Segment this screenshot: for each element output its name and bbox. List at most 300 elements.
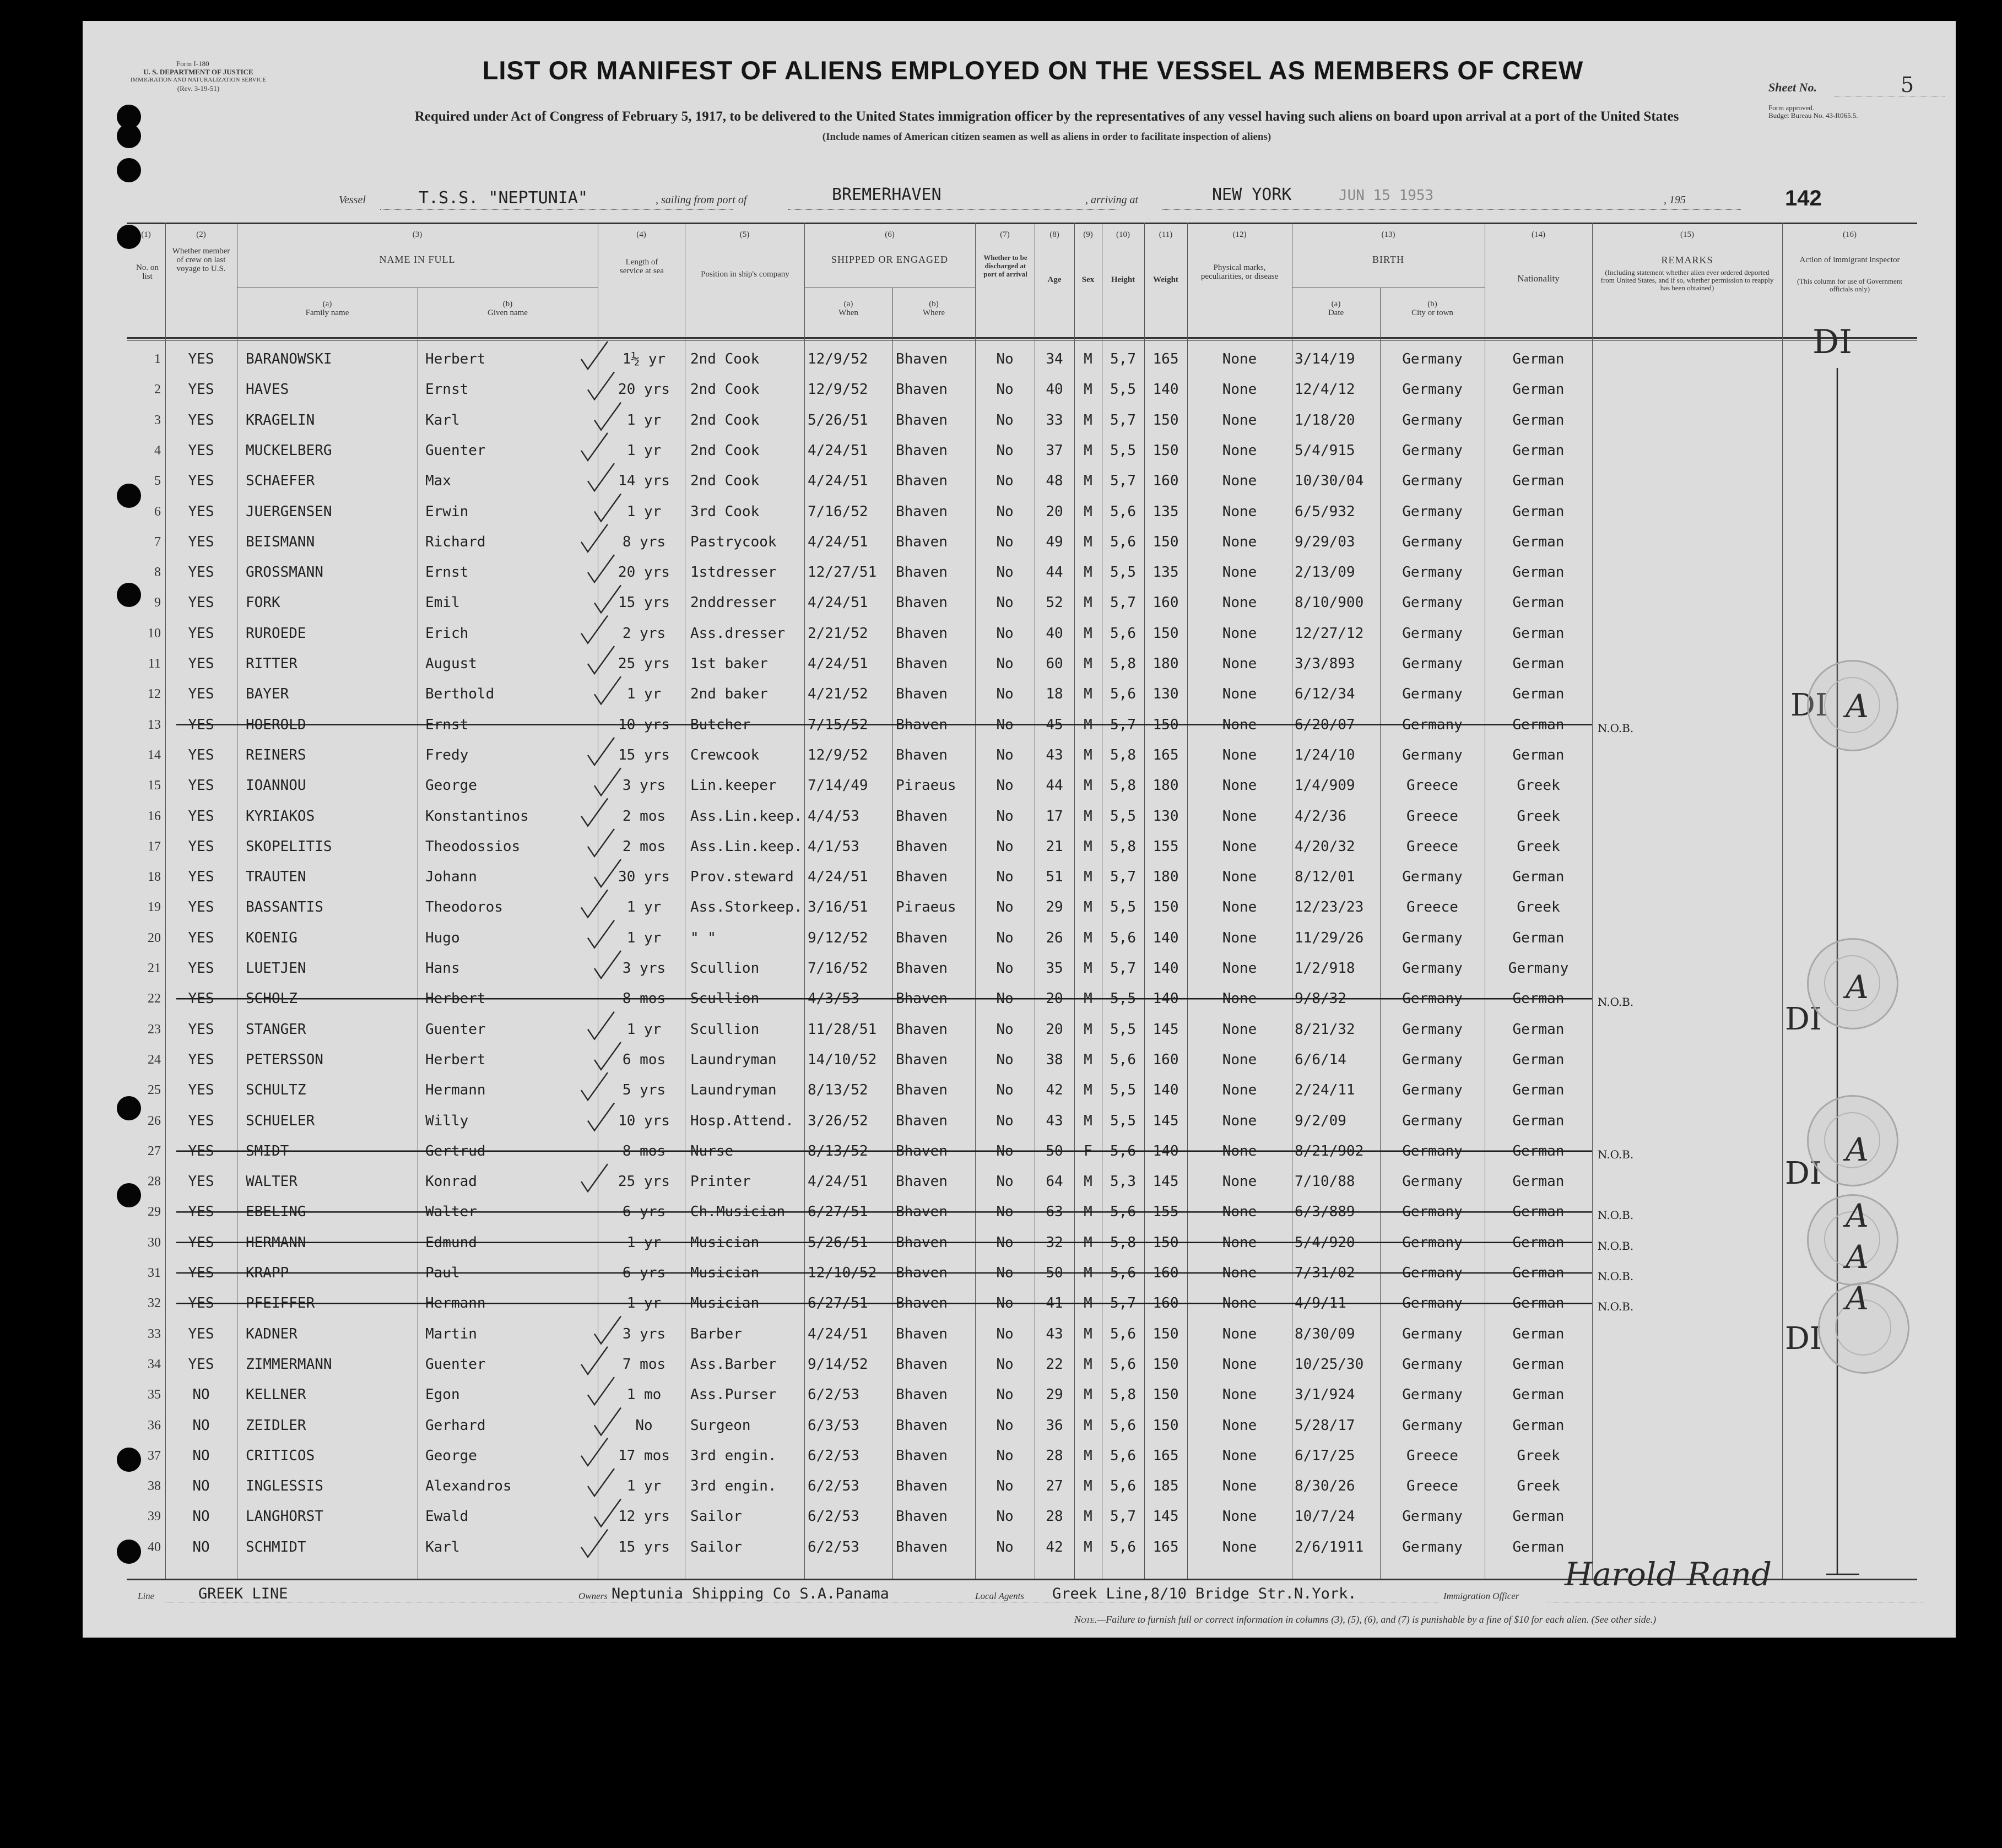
- family-name: KYRIAKOS: [246, 808, 315, 825]
- col-3-number: (3): [412, 230, 423, 239]
- given-name: Hugo: [425, 929, 460, 946]
- height: 5,7: [1110, 869, 1136, 886]
- physical-marks: None: [1222, 442, 1257, 459]
- row-number: 17: [148, 839, 161, 854]
- weight: 150: [1152, 625, 1179, 642]
- nationality: German: [1512, 1051, 1565, 1068]
- sex: M: [1084, 960, 1092, 977]
- nationality: German: [1512, 625, 1565, 642]
- shipped-where: Bhaven: [896, 1417, 948, 1434]
- given-name: Paul: [425, 1265, 460, 1281]
- col-height-header: Height: [1111, 275, 1135, 284]
- birth-date: 12/4/12: [1295, 381, 1355, 398]
- discharged: No: [996, 1204, 1014, 1221]
- col-2-number: (2): [196, 230, 206, 239]
- family-name: REINERS: [246, 746, 306, 763]
- shipped-when: 4/4/53: [808, 808, 859, 825]
- check-mark: [594, 676, 621, 704]
- nationality: German: [1512, 1173, 1565, 1190]
- family-name: ZIMMERMANN: [246, 1356, 332, 1373]
- length-of-service: 1 yr: [626, 1234, 662, 1251]
- discharged: No: [996, 594, 1014, 611]
- position: Sailor: [690, 1508, 742, 1525]
- weight: 155: [1152, 838, 1179, 855]
- arrival-port: NEW YORK: [1212, 185, 1292, 204]
- given-name: Erich: [425, 625, 469, 642]
- col-given-name-header: (b) Given name: [488, 300, 528, 317]
- shipped-when: 7/16/52: [808, 960, 868, 977]
- col-remarks-note: (Including statement whether alien ever ordered deported from United States, and if so, whether permission to reapply has been obtained): [1600, 268, 1774, 292]
- height: 5,5: [1110, 899, 1136, 916]
- col-when-header: (a) When: [838, 300, 858, 317]
- age: 50: [1046, 1265, 1063, 1281]
- birth-city: Germany: [1402, 929, 1463, 946]
- page-number: 142: [1785, 186, 1822, 210]
- nationality: German: [1512, 594, 1565, 611]
- check-mark: [588, 1377, 614, 1405]
- shipped-when: 7/14/49: [808, 777, 868, 794]
- height: 5,6: [1110, 929, 1136, 946]
- physical-marks: None: [1222, 1112, 1257, 1129]
- physical-marks: None: [1222, 411, 1257, 429]
- col-nationality-header: Nationality: [1517, 273, 1560, 284]
- col-physical-marks-header: Physical marks, peculiarities, or disease: [1200, 263, 1279, 281]
- position: 3rd Cook: [690, 503, 760, 520]
- check-mark: [581, 1164, 608, 1191]
- col-16-number: (16): [1843, 230, 1857, 239]
- physical-marks: None: [1222, 1021, 1257, 1038]
- shipped-when: 6/2/53: [808, 1447, 859, 1464]
- discharged: No: [996, 1021, 1014, 1038]
- sex: M: [1084, 655, 1092, 672]
- length-of-service: 1 yr: [626, 503, 662, 520]
- check-mark: [588, 1468, 614, 1496]
- birth-city: Germany: [1402, 869, 1463, 886]
- length-of-service: 1 yr: [626, 899, 662, 916]
- physical-marks: None: [1222, 686, 1257, 703]
- height: 5,8: [1110, 777, 1136, 794]
- row-number: 33: [148, 1326, 161, 1341]
- nationality: German: [1512, 351, 1565, 367]
- height: 5,7: [1110, 594, 1136, 611]
- given-name: Guenter: [425, 442, 486, 459]
- given-name: Egon: [425, 1386, 460, 1403]
- height: 5,7: [1110, 960, 1136, 977]
- shipped-when: 4/1/53: [808, 838, 859, 855]
- sex: F: [1084, 1142, 1092, 1159]
- given-name: Hermann: [425, 1295, 486, 1312]
- length-of-service: 30 yrs: [618, 869, 670, 886]
- given-name: Willy: [425, 1112, 469, 1129]
- height: 5,6: [1110, 1478, 1136, 1495]
- birth-city: Germany: [1402, 1538, 1463, 1556]
- punch-hole: [117, 583, 141, 607]
- check-mark: [581, 1347, 608, 1374]
- last-voyage: YES: [188, 716, 214, 733]
- birth-city: Germany: [1402, 564, 1463, 581]
- last-voyage: YES: [188, 1325, 214, 1342]
- length-of-service: 6 mos: [622, 1051, 666, 1068]
- shipped-when: 2/21/52: [808, 625, 868, 642]
- sex: M: [1084, 1082, 1092, 1099]
- col-name-header: NAME IN FULL: [379, 254, 456, 265]
- discharged: No: [996, 1082, 1014, 1099]
- family-name: HERMANN: [246, 1234, 306, 1251]
- position: Sailor: [690, 1538, 742, 1556]
- check-mark: [588, 829, 614, 857]
- row-number: 36: [148, 1418, 161, 1433]
- check-mark: [594, 585, 621, 613]
- sex: M: [1084, 1508, 1092, 1525]
- physical-marks: None: [1222, 777, 1257, 794]
- row-number: 5: [154, 474, 161, 489]
- position: 2nd baker: [690, 686, 768, 703]
- last-voyage: YES: [188, 411, 214, 429]
- birth-date: 9/29/03: [1295, 533, 1355, 550]
- given-name: Berthold: [425, 686, 495, 703]
- height: 5,6: [1110, 1325, 1136, 1342]
- last-voyage: YES: [188, 1173, 214, 1190]
- position: 2nd Cook: [690, 351, 760, 367]
- weight: 160: [1152, 1051, 1179, 1068]
- inspector-mark-di-3: DI: [1785, 1001, 1822, 1037]
- local-agents: Greek Line,8/10 Bridge Str.N.York.: [1052, 1585, 1357, 1602]
- discharged: No: [996, 625, 1014, 642]
- given-name: August: [425, 655, 477, 672]
- inspector-mark-a-6: A: [1846, 1280, 1869, 1317]
- weight: 150: [1152, 1234, 1179, 1251]
- length-of-service: 10 yrs: [618, 1112, 670, 1129]
- given-name: Ernst: [425, 716, 469, 733]
- nationality: Greek: [1517, 1447, 1560, 1464]
- sex: M: [1084, 746, 1092, 763]
- length-of-service: 10 yrs: [618, 716, 670, 733]
- position: Scullion: [690, 1021, 760, 1038]
- age: 50: [1046, 1142, 1063, 1159]
- length-of-service: 25 yrs: [618, 655, 670, 672]
- shipped-where: Bhaven: [896, 990, 948, 1007]
- given-name: Karl: [425, 411, 460, 429]
- birth-city: Germany: [1402, 655, 1463, 672]
- col-1-number: (1): [141, 230, 151, 239]
- shipped-when: 5/26/51: [808, 411, 868, 429]
- family-name: WALTER: [246, 1173, 297, 1190]
- family-name: RITTER: [246, 655, 297, 672]
- weight: 150: [1152, 1356, 1179, 1373]
- row-number: 1: [154, 352, 161, 366]
- sex: M: [1084, 1386, 1092, 1403]
- discharged: No: [996, 899, 1014, 916]
- shipped-where: Bhaven: [896, 473, 948, 490]
- birth-city: Germany: [1402, 411, 1463, 429]
- shipped-when: 6/2/53: [808, 1386, 859, 1403]
- shipped-when: 6/2/53: [808, 1538, 859, 1556]
- nationality: German: [1512, 1295, 1565, 1312]
- nationality: German: [1512, 411, 1565, 429]
- row-number: 37: [148, 1448, 161, 1463]
- nationality: Greek: [1517, 838, 1560, 855]
- last-voyage: NO: [192, 1447, 210, 1464]
- length-of-service: 7 mos: [622, 1356, 666, 1373]
- birth-date: 2/24/11: [1295, 1082, 1355, 1099]
- last-voyage: YES: [188, 1142, 214, 1159]
- birth-city: Germany: [1402, 473, 1463, 490]
- sheet-label: Sheet No.: [1768, 80, 1817, 94]
- family-name: BAYER: [246, 686, 289, 703]
- age: 28: [1046, 1508, 1063, 1525]
- position: " ": [690, 929, 716, 946]
- family-name: JUERGENSEN: [246, 503, 332, 520]
- row-number: 38: [148, 1479, 161, 1494]
- shipped-when: 4/24/51: [808, 442, 868, 459]
- shipped-when: 4/24/51: [808, 869, 868, 886]
- length-of-service: 1 yr: [626, 1478, 662, 1495]
- last-voyage: YES: [188, 929, 214, 946]
- discharged: No: [996, 960, 1014, 977]
- age: 27: [1046, 1478, 1063, 1495]
- row-number: 18: [148, 870, 161, 885]
- birth-date: 5/4/915: [1295, 442, 1355, 459]
- shipped-where: Bhaven: [896, 351, 948, 367]
- height: 5,6: [1110, 686, 1136, 703]
- check-mark: [581, 342, 608, 369]
- last-voyage: YES: [188, 1051, 214, 1068]
- weight: 140: [1152, 960, 1179, 977]
- sex: M: [1084, 1265, 1092, 1281]
- discharged: No: [996, 838, 1014, 855]
- given-name: Erwin: [425, 503, 469, 520]
- col-birth-date-header: (a) Date: [1328, 300, 1344, 317]
- shipped-where: Bhaven: [896, 503, 948, 520]
- nationality: Germany: [1508, 960, 1569, 977]
- birth-date: 9/8/32: [1295, 990, 1346, 1007]
- birth-city: Greece: [1406, 838, 1458, 855]
- birth-date: 6/5/932: [1295, 503, 1355, 520]
- birth-city: Germany: [1402, 1051, 1463, 1068]
- physical-marks: None: [1222, 808, 1257, 825]
- nationality: German: [1512, 1204, 1565, 1221]
- check-mark: [594, 1316, 621, 1344]
- given-name: Ewald: [425, 1508, 469, 1525]
- birth-date: 6/6/14: [1295, 1051, 1346, 1068]
- weight: 165: [1152, 1538, 1179, 1556]
- length-of-service: 8 mos: [622, 1142, 666, 1159]
- height: 5,8: [1110, 746, 1136, 763]
- last-voyage: YES: [188, 1356, 214, 1373]
- given-name: Max: [425, 473, 451, 490]
- nationality: German: [1512, 1417, 1565, 1434]
- weight: 180: [1152, 869, 1179, 886]
- physical-marks: None: [1222, 1417, 1257, 1434]
- birth-date: 1/2/918: [1295, 960, 1355, 977]
- age: 43: [1046, 1112, 1063, 1129]
- given-name: Johann: [425, 869, 477, 886]
- last-voyage: YES: [188, 564, 214, 581]
- physical-marks: None: [1222, 1447, 1257, 1464]
- weight: 150: [1152, 442, 1179, 459]
- physical-marks: None: [1222, 1356, 1257, 1373]
- last-voyage: YES: [188, 808, 214, 825]
- shipped-where: Bhaven: [896, 594, 948, 611]
- row-number: 34: [148, 1357, 161, 1372]
- physical-marks: None: [1222, 990, 1257, 1007]
- shipped-where: Piraeus: [896, 777, 956, 794]
- weight: 160: [1152, 594, 1179, 611]
- sex: M: [1084, 1295, 1092, 1312]
- sex: M: [1084, 1173, 1092, 1190]
- length-of-service: 1 yr: [626, 929, 662, 946]
- physical-marks: None: [1222, 1538, 1257, 1556]
- check-mark: [594, 1499, 621, 1526]
- physical-marks: None: [1222, 746, 1257, 763]
- height: 5,6: [1110, 503, 1136, 520]
- given-name: Walter: [425, 1204, 477, 1221]
- sex: M: [1084, 777, 1092, 794]
- given-name: Martin: [425, 1325, 477, 1342]
- age: 38: [1046, 1051, 1063, 1068]
- height: 5,7: [1110, 473, 1136, 490]
- position: Musician: [690, 1234, 760, 1251]
- physical-marks: None: [1222, 1234, 1257, 1251]
- birth-date: 6/17/25: [1295, 1447, 1355, 1464]
- position: Musician: [690, 1265, 760, 1281]
- length-of-service: 15 yrs: [618, 594, 670, 611]
- birth-city: Germany: [1402, 1325, 1463, 1342]
- position: Pastrycook: [690, 533, 777, 550]
- family-name: KRAGELIN: [246, 411, 315, 429]
- height: 5,6: [1110, 1417, 1136, 1434]
- inspector-mark-a-4: A: [1846, 1197, 1869, 1234]
- footer-note: [1074, 1614, 1945, 1625]
- sex: M: [1084, 411, 1092, 429]
- col-position-header: Position in ship's company: [701, 270, 789, 279]
- nationality: German: [1512, 716, 1565, 733]
- birth-city: Germany: [1402, 716, 1463, 733]
- physical-marks: None: [1222, 1204, 1257, 1221]
- shipped-where: Bhaven: [896, 1295, 948, 1312]
- family-name: STANGER: [246, 1021, 306, 1038]
- discharged: No: [996, 1447, 1014, 1464]
- nationality: German: [1512, 442, 1565, 459]
- family-name: KOENIG: [246, 929, 297, 946]
- form-service: IMMIGRATION AND NATURALIZATION SERVICE: [130, 77, 267, 83]
- shipped-when: 4/24/51: [808, 473, 868, 490]
- height: 5,6: [1110, 1356, 1136, 1373]
- remarks: N.O.B.: [1598, 995, 1634, 1009]
- weight: 145: [1152, 1021, 1179, 1038]
- weight: 140: [1152, 1142, 1179, 1159]
- last-voyage: YES: [188, 594, 214, 611]
- agents-label: Local Agents: [975, 1591, 1024, 1601]
- birth-city: Germany: [1402, 1508, 1463, 1525]
- given-name: Hermann: [425, 1082, 486, 1099]
- physical-marks: None: [1222, 869, 1257, 886]
- discharged: No: [996, 1234, 1014, 1251]
- height: 5,6: [1110, 1051, 1136, 1068]
- discharged: No: [996, 1386, 1014, 1403]
- age: 17: [1046, 808, 1063, 825]
- length-of-service: 12 yrs: [618, 1508, 670, 1525]
- row-number: 8: [154, 565, 161, 580]
- year-label: , 195: [1664, 194, 1686, 206]
- sex: M: [1084, 1021, 1092, 1038]
- weight: 145: [1152, 1508, 1179, 1525]
- age: 41: [1046, 1295, 1063, 1312]
- birth-date: 3/3/893: [1295, 655, 1355, 672]
- sex: M: [1084, 929, 1092, 946]
- position: Crewcook: [690, 746, 760, 763]
- family-name: KELLNER: [246, 1386, 306, 1403]
- birth-city: Germany: [1402, 381, 1463, 398]
- col-inspector-note: (This column for use of Government officials only): [1797, 277, 1902, 293]
- birth-date: 8/10/900: [1295, 594, 1364, 611]
- family-name: TRAUTEN: [246, 869, 306, 886]
- height: 5,5: [1110, 1082, 1136, 1099]
- position: Ch.Musician: [690, 1204, 786, 1221]
- check-mark: [581, 1072, 608, 1100]
- sex: M: [1084, 381, 1092, 398]
- row-number: 24: [148, 1052, 161, 1067]
- age: 20: [1046, 1021, 1063, 1038]
- row-number: 29: [148, 1205, 161, 1220]
- shipped-when: 14/10/52: [808, 1051, 877, 1068]
- position: Ass.Lin.keep.: [690, 808, 803, 825]
- row-number: 3: [154, 413, 161, 427]
- remarks: N.O.B.: [1598, 1147, 1634, 1161]
- birth-date: 8/21/32: [1295, 1021, 1355, 1038]
- physical-marks: None: [1222, 1142, 1257, 1159]
- shipped-when: 12/10/52: [808, 1265, 877, 1281]
- discharged: No: [996, 686, 1014, 703]
- last-voyage: YES: [188, 1021, 214, 1038]
- check-mark: [581, 524, 608, 552]
- birth-date: 6/20/07: [1295, 716, 1355, 733]
- nationality: German: [1512, 990, 1565, 1007]
- position: Ass.dresser: [690, 625, 786, 642]
- shipped-where: Bhaven: [896, 1173, 948, 1190]
- nationality: German: [1512, 1386, 1565, 1403]
- physical-marks: None: [1222, 1508, 1257, 1525]
- age: 42: [1046, 1082, 1063, 1099]
- row-number: 27: [148, 1144, 161, 1158]
- sex: M: [1084, 1447, 1092, 1464]
- check-mark: [594, 951, 621, 978]
- sex: M: [1084, 594, 1092, 611]
- nationality: German: [1512, 1082, 1565, 1099]
- age: 32: [1046, 1234, 1063, 1251]
- length-of-service: 20 yrs: [618, 381, 670, 398]
- age: 28: [1046, 1447, 1063, 1464]
- age: 40: [1046, 381, 1063, 398]
- discharged: No: [996, 1051, 1014, 1068]
- shipped-when: 6/27/51: [808, 1204, 868, 1221]
- family-name: INGLESSIS: [246, 1478, 323, 1495]
- nationality: German: [1512, 929, 1565, 946]
- discharged: No: [996, 351, 1014, 367]
- height: 5,5: [1110, 808, 1136, 825]
- col-age-header: Age: [1047, 275, 1062, 284]
- length-of-service: 3 yrs: [622, 1325, 666, 1342]
- col-12-number: (12): [1232, 230, 1247, 239]
- sex: M: [1084, 1325, 1092, 1342]
- check-mark: [581, 433, 608, 460]
- col-discharged-header: Whether to be discharged at port of arrival: [983, 253, 1027, 278]
- family-name: SCHMIDT: [246, 1538, 306, 1556]
- sheet-number: 5: [1901, 73, 1914, 97]
- position: Prov.steward: [690, 869, 794, 886]
- row-number: 2: [154, 382, 161, 397]
- physical-marks: None: [1222, 503, 1257, 520]
